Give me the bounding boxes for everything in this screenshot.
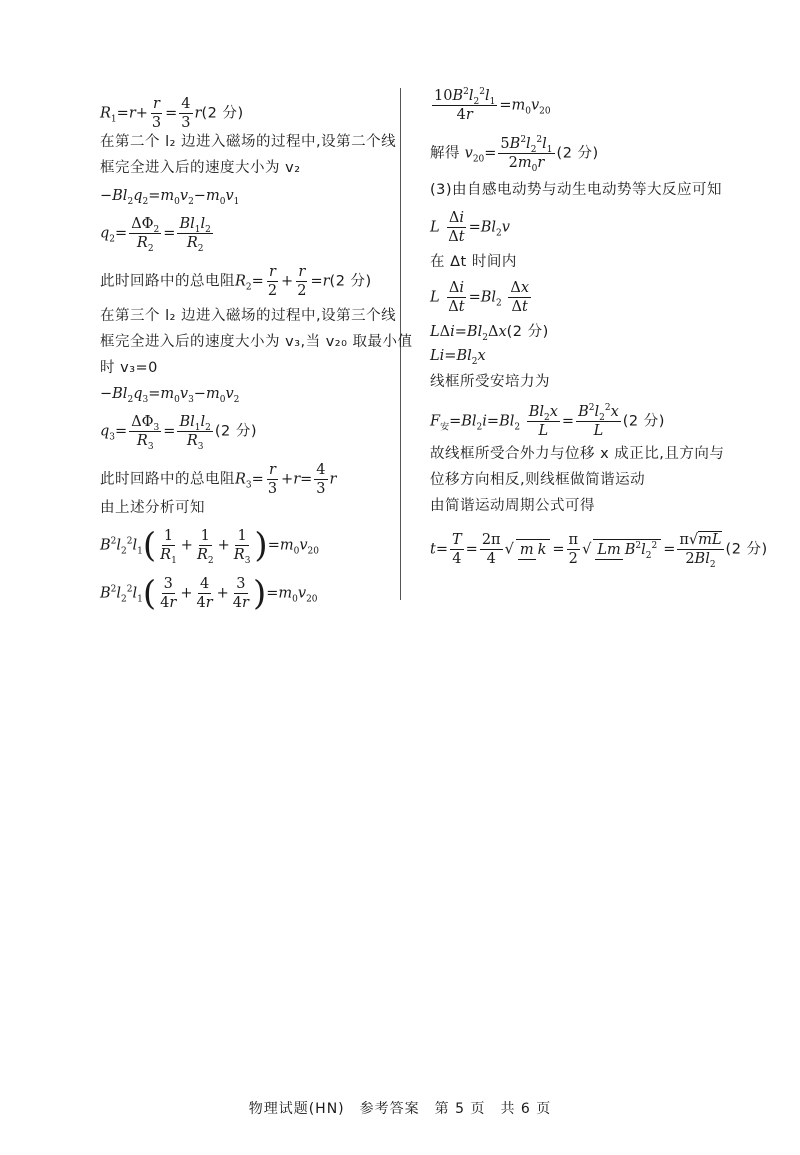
eq-sum-4r: $B^2l_2^2l_1$( $\frac{3}{4r}$ + $\frac{4}{4r}$ + $\frac{3}{4r}$ )$=m_0v_{20}$ xyxy=(100,573,318,614)
eq-self-induction: L $\frac{\Delta i}{\Delta t}$ $=Bl_2v$ xyxy=(430,210,510,245)
eq-v20: 解得 $v_{20}=$ $\frac{5B^2l_2^2l_1}{2m_0r}$ (2 分) xyxy=(430,135,599,174)
text-line: 由上述分析可知 xyxy=(100,500,205,516)
text-line: (3)由自感电动势与动生电动势等大反应可知 xyxy=(430,182,723,198)
text-line: 框完全进入后的速度大小为 v₃,当 v₂₀ 取最小值 xyxy=(100,334,413,350)
score: (2 分) xyxy=(725,541,768,558)
eq-r1: $R_1=r+$ $\frac{r}{3}$ = $\frac{4}{3}$ r(2 分) xyxy=(100,96,244,131)
eq-r3: 此时回路中的总电阻$R_3=$ $\frac{r}{3}$ +r= $\frac{4}{3}$ r xyxy=(100,462,337,497)
text-line: 由简谐运动周期公式可得 xyxy=(430,498,595,514)
text-line: 线框所受安培力为 xyxy=(430,374,550,390)
text-line: 框完全进入后的速度大小为 v₂ xyxy=(100,160,301,176)
eq-li: $Li=Bl_2x$ xyxy=(430,348,486,367)
eq-q2: $q_2=$ $\frac{\Delta\Phi_2}{R_2}$ = $\frac{Bl_1l_2}{R_2}$ xyxy=(100,216,211,254)
eq-momentum-2: $-Bl_2q_2=m_0v_2-m_0v_1$ xyxy=(100,188,240,207)
text-line: 位移方向相反,则线框做简谐运动 xyxy=(430,472,646,488)
score: (2 分) xyxy=(329,273,372,290)
text-line: 故线框所受合外力与位移 x 成正比,且方向与 xyxy=(430,446,725,462)
score: (2 分) xyxy=(622,413,665,430)
eq-q3: $q_3=$ $\frac{\Delta\Phi_3}{R_3}$ = $\frac{Bl_1l_2}{R_3}$ (2 分) xyxy=(100,414,257,452)
eq-delta-t: L $\frac{\Delta i}{\Delta t}$ $=Bl_2$ $\frac{\Delta x}{\Delta t}$ xyxy=(430,280,530,315)
text-line: 在第三个 l₂ 边进入磁场的过程中,设第三个线 xyxy=(100,308,397,324)
eq-simplified: $\frac{10B^2l_2^2l_1}{4r}$ $=m_0v_{20}$ xyxy=(434,87,551,123)
text-line: 在第二个 l₂ 边进入磁场的过程中,设第二个线 xyxy=(100,134,397,150)
score: (2 分) xyxy=(506,324,549,340)
text-line: 时 v₃=0 xyxy=(100,360,158,376)
eq-r2: 此时回路中的总电阻$R_2=$ $\frac{r}{2}$ + $\frac{r}{2}$ =r(2 分) xyxy=(100,264,372,299)
page-footer: 物理试题(HN) 参考答案 第 5 页 共 6 页 xyxy=(248,1101,552,1117)
eq-sum-r: $B^2l_2^2l_1$( $\frac{1}{R_1}$ + $\frac{1}{R_2}$ + $\frac{1}{R_3}$ )$=m_0v_{20}$ xyxy=(100,525,319,566)
score: (2 分) xyxy=(214,423,257,440)
eq-momentum-3: $-Bl_2q_3=m_0v_3-m_0v_2$ xyxy=(100,386,240,405)
eq-period: t= $\frac{T}{4}$ = $\frac{2\pi}{4}$ √ m k = $\frac{\pi}{2}$ √ Lm $B^2l_2^2$ = $\frac{\pi√mL}{2Bl_2}$ (2 分) xyxy=(430,532,768,570)
text-line: 在 Δt 时间内 xyxy=(430,254,517,270)
eq-ampere-force: $F_安=Bl_2i=Bl_2$ $\frac{Bl_2x}{L}$ = $\frac{B^2l_2^2x}{L}$ (2 分) xyxy=(430,403,665,439)
score: (2 分) xyxy=(556,145,599,162)
score: (2 分) xyxy=(201,105,244,122)
eq-l-delta-i: $L\Delta i=Bl_2\Delta x(2$ 分) xyxy=(430,324,549,343)
